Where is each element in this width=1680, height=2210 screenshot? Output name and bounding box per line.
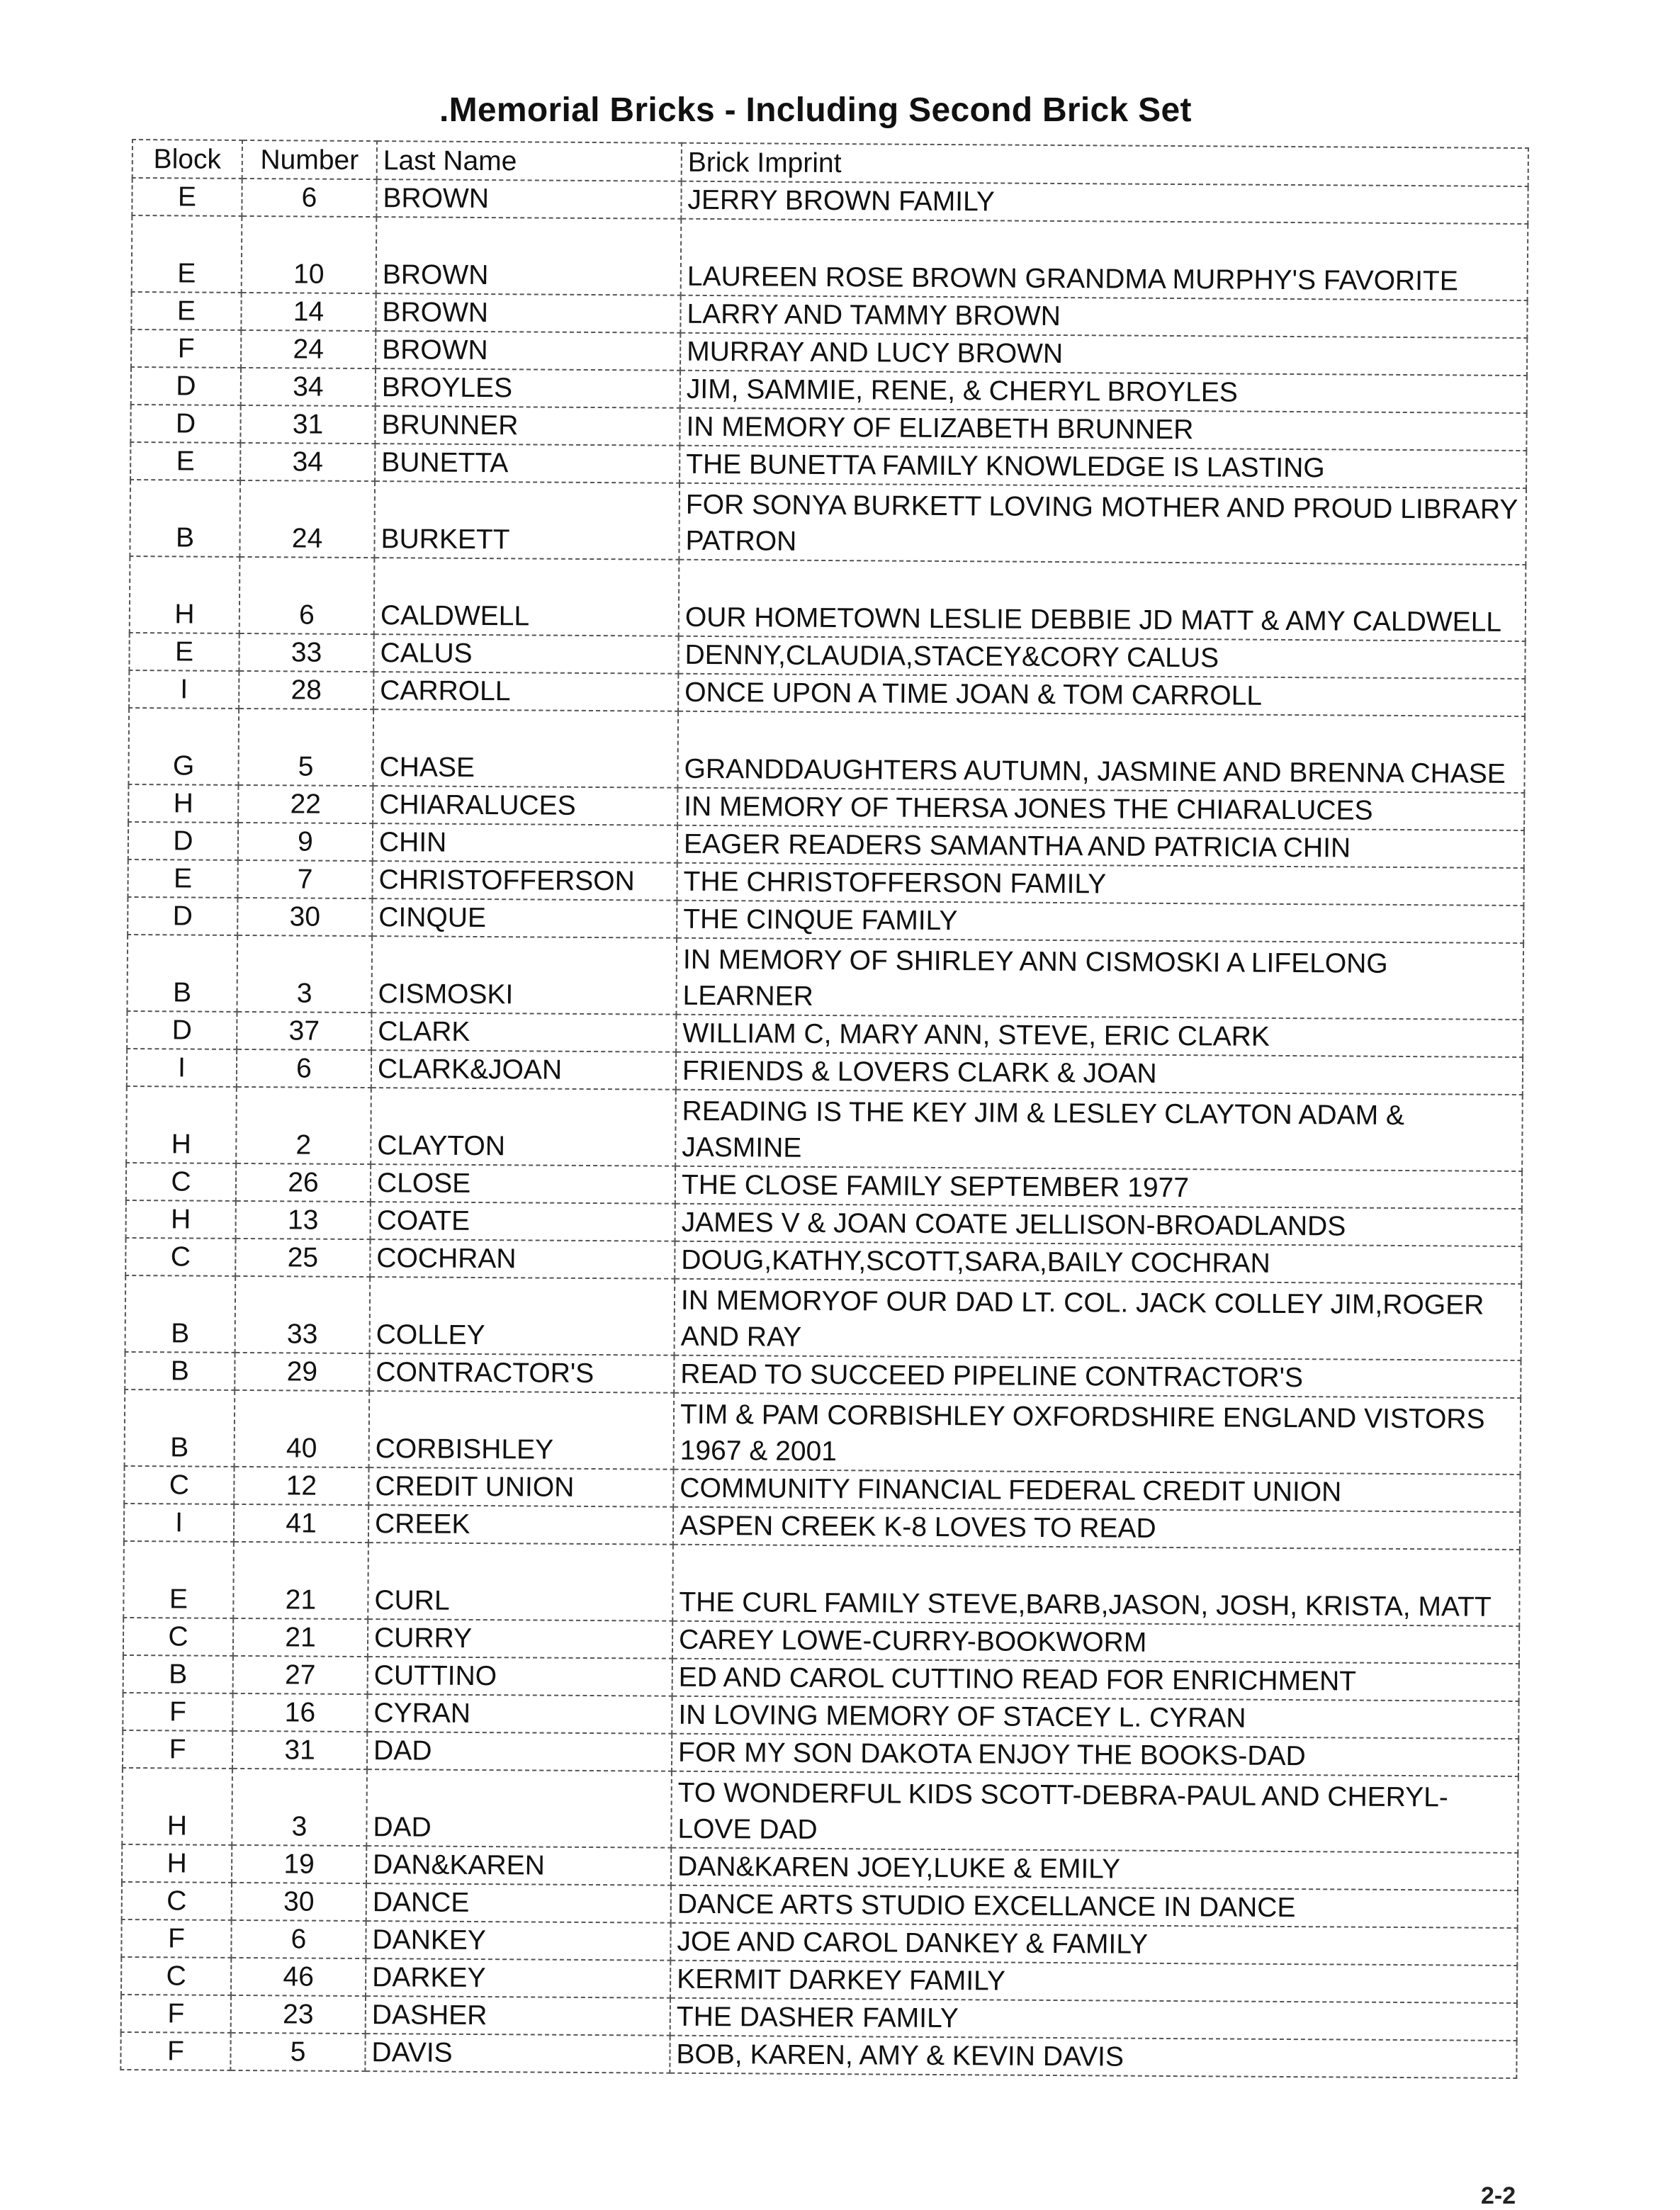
cell-brick-imprint: IN LOVING MEMORY OF STACEY L. CYRAN	[672, 1696, 1518, 1739]
cell-block: B	[127, 935, 237, 1012]
cell-last-name: BROWN	[376, 179, 681, 219]
cell-block: E	[130, 442, 240, 480]
cell-brick-imprint: FOR MY SON DAKOTA ENJOY THE BOOKS-DAD	[672, 1734, 1518, 1776]
cell-block: C	[122, 1882, 232, 1920]
cell-brick-imprint: READING IS THE KEY JIM & LESLEY CLAYTON ADAM & JASMINE	[675, 1090, 1523, 1171]
cell-number: 25	[235, 1239, 370, 1277]
cell-number: 34	[241, 368, 376, 406]
cell-last-name: CARROLL	[373, 672, 678, 711]
cell-brick-imprint: KERMIT DARKEY FAMILY	[670, 1961, 1517, 2003]
cell-last-name: COCHRAN	[370, 1239, 675, 1279]
cell-block: E	[131, 292, 241, 330]
cell-block: F	[121, 1995, 231, 2033]
cell-brick-imprint: JAMES V & JOAN COATE JELLISON-BROADLANDS	[675, 1204, 1522, 1246]
table-row	[125, 1389, 1521, 1475]
table-body	[120, 178, 1528, 2078]
cell-last-name: BUNETTA	[375, 444, 680, 483]
cell-brick-imprint: THE CURL FAMILY STEVE,BARB,JASON, JOSH, KRISTA, MATT	[672, 1545, 1520, 1626]
cell-number: 6	[242, 179, 376, 217]
cell-block: B	[125, 1389, 235, 1467]
brick-table	[120, 139, 1529, 2079]
cell-last-name: DARKEY	[366, 1958, 670, 1998]
cell-number: 40	[235, 1390, 370, 1467]
cell-brick-imprint: THE BUNETTA FAMILY KNOWLEDGE IS LASTING	[680, 446, 1526, 488]
table-row	[128, 708, 1525, 793]
cell-number: 13	[236, 1201, 371, 1239]
cell-block: F	[121, 1919, 231, 1958]
cell-block: C	[123, 1618, 233, 1656]
table-row	[126, 1086, 1523, 1171]
cell-block: B	[123, 1655, 233, 1693]
cell-last-name: COLLEY	[370, 1277, 675, 1355]
cell-last-name: BRUNNER	[375, 406, 680, 446]
cell-block: H	[126, 1086, 237, 1163]
cell-block: E	[129, 633, 239, 671]
cell-number: 16	[232, 1693, 367, 1732]
header-last-name: Last Name	[377, 141, 682, 181]
cell-block: D	[131, 367, 241, 405]
cell-last-name: CLARK	[371, 1013, 676, 1052]
cell-brick-imprint: THE CHRISTOFFERSON FAMILY	[677, 863, 1523, 906]
cell-block: B	[125, 1275, 236, 1353]
cell-block: H	[122, 1844, 232, 1883]
brick-table-wrapper	[120, 139, 1528, 2079]
cell-brick-imprint: DANCE ARTS STUDIO EXCELLANCE IN DANCE	[671, 1885, 1518, 1928]
cell-number: 5	[238, 709, 373, 786]
cell-last-name: CURRY	[368, 1619, 672, 1659]
cell-number: 23	[231, 1995, 366, 2034]
cell-block: C	[121, 1957, 231, 1995]
cell-number: 3	[232, 1769, 367, 1846]
table-row	[122, 1768, 1518, 1853]
cell-number: 6	[239, 557, 375, 634]
cell-brick-imprint: FRIENDS & LOVERS CLARK & JOAN	[676, 1052, 1523, 1095]
table-row	[127, 935, 1523, 1020]
cell-number: 31	[240, 405, 375, 444]
cell-block: F	[123, 1693, 232, 1731]
cell-last-name: CUTTINO	[368, 1657, 672, 1696]
cell-block: H	[130, 556, 240, 633]
cell-brick-imprint: WILLIAM C, MARY ANN, STEVE, ERIC CLARK	[676, 1015, 1523, 1057]
cell-number: 7	[237, 860, 372, 898]
cell-brick-imprint: COMMUNITY FINANCIAL FEDERAL CREDIT UNION	[673, 1470, 1520, 1512]
cell-brick-imprint: CAREY LOWE-CURRY-BOOKWORM	[672, 1621, 1519, 1664]
cell-number: 21	[233, 1542, 368, 1619]
cell-brick-imprint: IN MEMORY OF THERSA JONES THE CHIARALUCES	[677, 788, 1524, 830]
cell-block: H	[126, 1200, 236, 1239]
cell-block: F	[123, 1730, 232, 1769]
cell-brick-imprint: EAGER READERS SAMANTHA AND PATRICIA CHIN	[677, 825, 1524, 868]
cell-block: B	[130, 480, 240, 557]
cell-number: 10	[242, 216, 377, 293]
cell-number: 34	[240, 443, 375, 481]
cell-brick-imprint: BOB, KAREN, AMY & KEVIN DAVIS	[670, 2036, 1516, 2078]
table-row	[132, 215, 1528, 300]
cell-brick-imprint: TIM & PAM CORBISHLEY OXFORDSHIRE ENGLAND VISTORS 1967 & 2001	[674, 1393, 1521, 1475]
cell-number: 22	[238, 785, 373, 823]
cell-block: C	[126, 1163, 236, 1201]
cell-last-name: DASHER	[366, 1996, 670, 2036]
cell-last-name: CHASE	[373, 709, 678, 788]
table-row	[123, 1541, 1520, 1626]
cell-last-name: CHIARALUCES	[373, 786, 677, 825]
table-row	[125, 1275, 1522, 1360]
cell-number: 30	[232, 1883, 366, 1921]
cell-number: 19	[232, 1845, 366, 1883]
cell-block: B	[125, 1352, 235, 1390]
cell-number: 6	[231, 1920, 366, 1958]
cell-block: C	[125, 1238, 235, 1276]
cell-brick-imprint: IN MEMORY OF ELIZABETH BRUNNER	[680, 408, 1526, 451]
cell-last-name: CURL	[368, 1543, 673, 1621]
cell-number: 21	[233, 1618, 368, 1657]
cell-number: 12	[234, 1467, 368, 1505]
cell-brick-imprint: FOR SONYA BURKETT LOVING MOTHER AND PROUD LIBRARY PATRON	[679, 483, 1526, 565]
cell-last-name: CLAYTON	[371, 1088, 676, 1166]
cell-block: E	[132, 178, 242, 216]
cell-number: 31	[232, 1731, 367, 1769]
cell-number: 26	[236, 1163, 371, 1202]
cell-last-name: CHIN	[373, 823, 677, 863]
cell-last-name: CONTRACTOR'S	[369, 1353, 674, 1393]
cell-brick-imprint: LAUREEN ROSE BROWN GRANDMA MURPHY'S FAVORITE	[681, 219, 1528, 300]
cell-block: G	[128, 708, 239, 785]
cell-number: 24	[241, 330, 376, 368]
cell-last-name: DAN&KAREN	[366, 1846, 671, 1885]
cell-number: 41	[234, 1504, 368, 1543]
cell-last-name: COATE	[371, 1202, 675, 1241]
cell-last-name: BURKETT	[374, 481, 680, 560]
table-row	[130, 556, 1526, 641]
cell-brick-imprint: IN MEMORYOF OUR DAD LT. COL. JACK COLLEY JIM,ROGER AND RAY	[675, 1279, 1522, 1360]
cell-last-name: CLOSE	[371, 1164, 675, 1204]
cell-last-name: DAD	[367, 1732, 672, 1771]
cell-brick-imprint: LARRY AND TAMMY BROWN	[680, 295, 1527, 338]
table-row	[120, 2032, 1516, 2078]
cell-block: E	[132, 215, 242, 293]
cell-brick-imprint: DAN&KAREN JOEY,LUKE & EMILY	[671, 1848, 1518, 1890]
cell-brick-imprint: GRANDDAUGHTERS AUTUMN, JASMINE AND BRENNA CHASE	[677, 711, 1525, 793]
cell-block: I	[124, 1504, 234, 1542]
cell-last-name: CHRISTOFFERSON	[372, 861, 677, 901]
cell-brick-imprint: READ TO SUCCEED PIPELINE CONTRACTOR'S	[674, 1355, 1521, 1398]
cell-brick-imprint: THE DASHER FAMILY	[670, 1998, 1517, 2041]
cell-block: D	[128, 897, 237, 935]
cell-last-name: CYRAN	[367, 1694, 672, 1734]
cell-brick-imprint: JERRY BROWN FAMILY	[681, 181, 1528, 224]
cell-number: 27	[233, 1656, 368, 1694]
cell-last-name: CINQUE	[372, 898, 677, 938]
cell-brick-imprint: THE CINQUE FAMILY	[677, 901, 1523, 943]
cell-brick-imprint: IN MEMORY OF SHIRLEY ANN CISMOSKI A LIFELONG LEARNER	[676, 938, 1523, 1020]
cell-last-name: BROYLES	[376, 368, 680, 408]
cell-number: 9	[238, 823, 373, 861]
cell-brick-imprint: TO WONDERFUL KIDS SCOTT-DEBRA-PAUL AND CHERYL-LOVE DAD	[671, 1771, 1518, 1853]
cell-brick-imprint: DOUG,KATHY,SCOTT,SARA,BAILY COCHRAN	[675, 1241, 1521, 1284]
cell-number: 29	[235, 1353, 369, 1391]
cell-number: 33	[235, 1276, 371, 1353]
page-title: .Memorial Bricks - Including Second Brick Set	[439, 91, 1192, 129]
cell-block: I	[127, 1049, 237, 1087]
cell-last-name: DAVIS	[365, 2034, 670, 2073]
cell-brick-imprint: THE CLOSE FAMILY SEPTEMBER 1977	[675, 1166, 1522, 1209]
cell-number: 37	[237, 1012, 371, 1050]
cell-block: F	[131, 329, 241, 368]
cell-brick-imprint: OUR HOMETOWN LESLIE DEBBIE JD MATT & AMY CALDWELL	[679, 560, 1526, 641]
cell-brick-imprint: MURRAY AND LUCY BROWN	[680, 333, 1527, 376]
cell-last-name: BROWN	[376, 331, 680, 371]
header-block: Block	[133, 140, 242, 179]
cell-block: D	[130, 405, 240, 443]
cell-number: 24	[239, 480, 375, 558]
cell-number: 2	[236, 1087, 371, 1164]
cell-block: H	[128, 784, 238, 823]
cell-brick-imprint: JIM, SAMMIE, RENE, & CHERYL BROYLES	[680, 371, 1527, 413]
cell-last-name: DANKEY	[366, 1921, 670, 1961]
cell-block: F	[120, 2032, 230, 2070]
cell-number: 28	[239, 671, 373, 709]
cell-block: C	[124, 1466, 234, 1504]
header-number: Number	[242, 140, 377, 179]
cell-number: 14	[241, 293, 376, 331]
cell-number: 46	[231, 1958, 366, 1996]
cell-block: E	[128, 859, 237, 898]
cell-last-name: CALDWELL	[374, 558, 680, 636]
cell-brick-imprint: ED AND CAROL CUTTINO READ FOR ENRICHMENT	[672, 1659, 1519, 1701]
cell-last-name: CISMOSKI	[371, 936, 677, 1015]
cell-number: 3	[237, 935, 372, 1013]
cell-brick-imprint: ASPEN CREEK K-8 LOVES TO READ	[673, 1507, 1520, 1550]
corner-mark: 2-2	[1481, 2182, 1516, 2209]
cell-last-name: BROWN	[376, 293, 680, 333]
cell-block: D	[128, 822, 238, 860]
cell-brick-imprint: JOE AND CAROL DANKEY & FAMILY	[670, 1923, 1517, 1966]
cell-number: 5	[230, 2033, 365, 2071]
cell-last-name: CREDIT UNION	[368, 1467, 673, 1507]
table-row	[130, 480, 1526, 565]
cell-brick-imprint: ONCE UPON A TIME JOAN & TOM CARROLL	[678, 674, 1525, 716]
cell-number: 30	[237, 898, 372, 936]
cell-number: 33	[239, 633, 373, 672]
cell-last-name: CORBISHLEY	[369, 1391, 675, 1470]
cell-last-name: CREEK	[368, 1505, 673, 1545]
cell-block: E	[123, 1541, 234, 1618]
cell-block: D	[127, 1011, 237, 1049]
cell-brick-imprint: DENNY,CLAUDIA,STACEY&CORY CALUS	[678, 636, 1525, 679]
header-brick-imprint: Brick Imprint	[682, 143, 1528, 186]
cell-number: 6	[237, 1049, 371, 1088]
cell-last-name: DANCE	[366, 1883, 671, 1923]
cell-last-name: CLARK&JOAN	[371, 1050, 676, 1090]
cell-block: I	[129, 670, 239, 709]
cell-block: H	[122, 1768, 232, 1845]
cell-last-name: BROWN	[376, 217, 682, 295]
cell-last-name: CALUS	[373, 634, 678, 674]
cell-last-name: DAD	[366, 1769, 672, 1848]
